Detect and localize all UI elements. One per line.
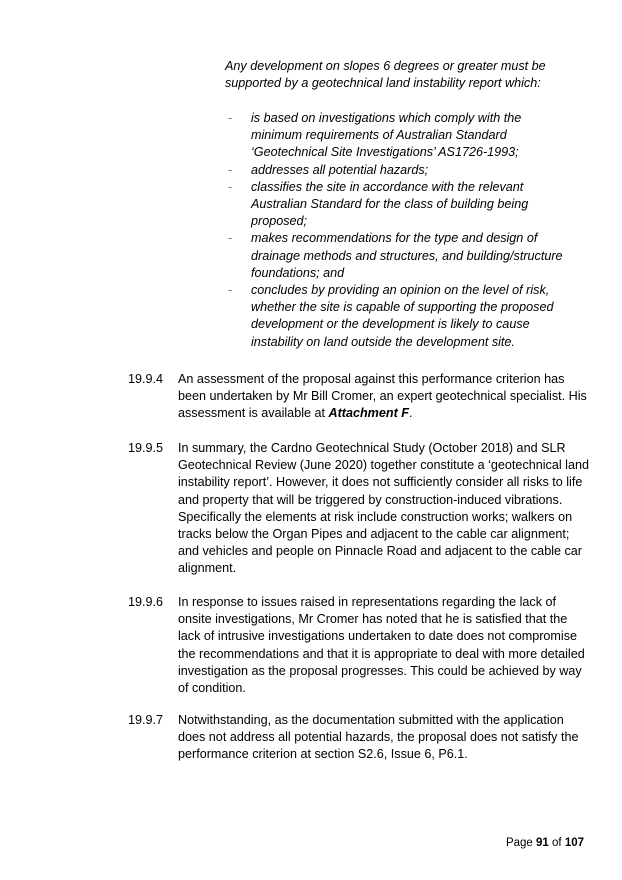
paragraph-text	[178, 371, 590, 423]
paragraph-body: An assessment of the proposal against this performance criterion has been undertaken by Mr Bill Cromer, an expert geotechnical specialist. His assessment is available at	[178, 372, 587, 421]
list-item	[225, 282, 575, 351]
quoted-criterion-list	[225, 110, 575, 351]
list-item-text: is based on investigations which comply with the minimum requirements of Australian Standard ‘Geotechnical Site Investigations’ AS1726-1993;	[251, 111, 522, 160]
total-pages: 107	[564, 837, 584, 849]
paragraph-19-9-5	[128, 440, 590, 578]
paragraph-number: 19.9.4	[128, 372, 164, 386]
paragraph-19-9-7	[128, 712, 590, 764]
paragraph-number: 19.9.6	[128, 595, 164, 609]
paragraph-text: Notwithstanding, as the documentation submitted with the application does not address all potential hazards, the proposal does not satisfy the performance criterion at section S2.6, Issue 6, P6.1.	[178, 713, 579, 762]
paragraph-number: 19.9.7	[128, 713, 164, 727]
bullet-marker: -	[228, 111, 233, 125]
page-footer	[506, 837, 584, 849]
of-label: of	[552, 837, 562, 849]
list-item	[225, 162, 575, 179]
paragraph-19-9-4	[128, 371, 590, 423]
quoted-criterion-intro: Any development on slopes 6 degrees or greater must be supported by a geotechnical land instability report which:	[225, 59, 546, 91]
attachment-reference: Attachment F	[328, 406, 409, 421]
page-label: Page	[505, 837, 533, 849]
bullet-marker: -	[228, 283, 233, 298]
list-item-text: makes recommendations for the type and design of drainage methods and structures, and building/structure foundations; and	[251, 231, 563, 280]
list-item-text: concludes by providing an opinion on the level of risk, whether the site is capable of supporting the proposed development or the development is likely to cause instability on land outside the development site.	[251, 283, 554, 349]
paragraph-text: In summary, the Cardno Geotechnical Study (October 2018) and SLR Geotechnical Review (June 2020) together constitute a ‘geotechnical land instability report’. However, it does not sufficiently consider all risks to life and property that will be triggered by construction-induced vibrations. Specifically the elements at risk include construction works; walkers on tracks below the Organ Pipes and adjacent to the cable car alignment; and vehicles and people on Pinnacle Road and adjacent to the cable car alignment.	[178, 441, 589, 576]
list-item	[225, 179, 575, 231]
bullet-marker: -	[228, 162, 233, 177]
list-item	[225, 110, 575, 162]
bullet-marker: -	[228, 231, 233, 246]
list-item	[225, 230, 575, 282]
bullet-marker: -	[228, 179, 233, 194]
paragraph-end: .	[408, 406, 413, 421]
paragraph-number: 19.9.5	[128, 441, 164, 455]
paragraph-19-9-6	[128, 594, 590, 697]
current-page-number: 91	[536, 837, 549, 849]
list-item-text: classifies the site in accordance with the relevant Australian Standard for the class of building being proposed;	[251, 179, 529, 229]
list-item-text: addresses all potential hazards;	[251, 162, 429, 177]
paragraph-text: In response to issues raised in representations regarding the lack of onsite investigations, Mr Cromer has noted that he is satisfied that the lack of intrusive investigations undertaken to date does not compromise the recommendations and that it is appropriate to deal with more detailed investigation as the proposal progresses. This could be achieved by way of condition.	[178, 595, 585, 696]
